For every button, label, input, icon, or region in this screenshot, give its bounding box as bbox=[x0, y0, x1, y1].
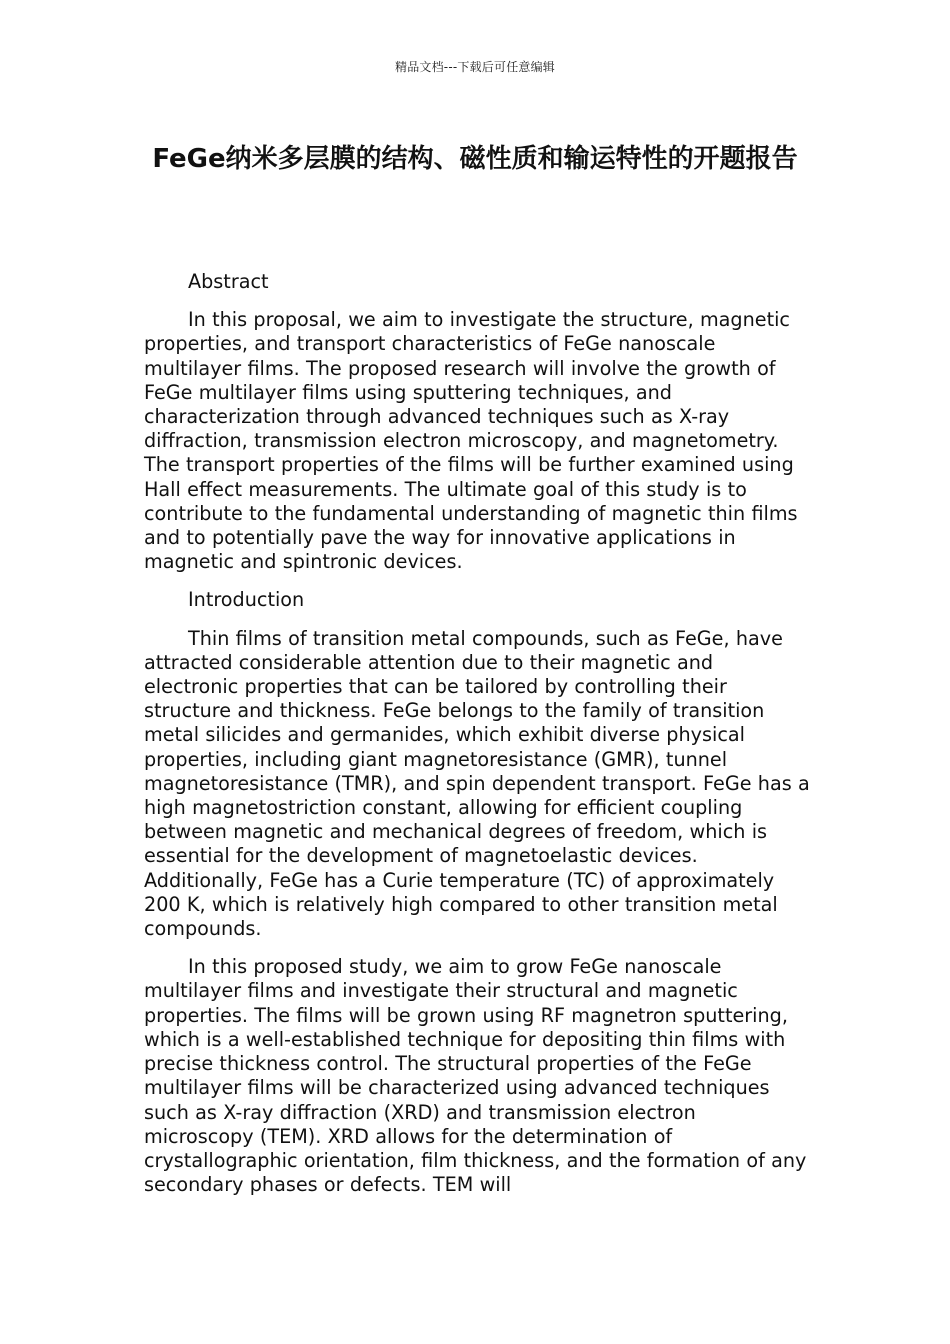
introduction-paragraph-2: In this proposed study, we aim to grow FeGe nanoscale multilayer films and investigate their structural and magnetic properties. The films will be grown using RF magnetron sputtering, which is a well-established technique for depositing thin films with precise thickness control. The structural properties of the FeGe multilayer films will be characterized using advanced techniques such as X-ray diffraction (XRD) and transmission electron microscopy (TEM). XRD allows for the determination of crystallographic orientation, film thickness, and the formation of any secondary phases or defects. TEM will bbox=[144, 955, 807, 1197]
page-header: 精品文档---下载后可任意编辑 bbox=[395, 60, 555, 74]
document-title: FeGe纳米多层膜的结构、磁性质和输运特性的开题报告 bbox=[152, 144, 798, 174]
document-body bbox=[144, 270, 810, 1211]
abstract-paragraph: In this proposal, we aim to investigate the structure, magnetic properties, and transport characteristics of FeGe nanoscale multilayer films. The proposed research will involve the growth of FeGe multilayer films using sputtering techniques, and characterization through advanced techniques such as X-ray diffraction, transmission electron microscopy, and magnetometry. The transport properties of the films will be further examined using Hall effect measurements. The ultimate goal of this study is to contribute to the fundamental understanding of magnetic thin films and to potentially pave the way for innovative applications in magnetic and spintronic devices. bbox=[144, 308, 798, 574]
section-heading-introduction: Introduction bbox=[188, 588, 305, 612]
introduction-paragraph-1: Thin films of transition metal compounds, such as FeGe, have attracted considerable attention due to their magnetic and electronic properties that can be tailored by controlling their structure and thickness. FeGe belongs to the family of transition metal silicides and germanides, which exhibit diverse physical properties, including giant magnetoresistance (GMR), tunnel magnetoresistance (TMR), and spin dependent transport. FeGe has a high magnetostriction constant, allowing for efficient coupling between magnetic and mechanical degrees of freedom, which is essential for the development of magnetoelastic devices. Additionally, FeGe has a Curie temperature (TC) of approximately 200 K, which is relatively high compared to other transition metal compounds. bbox=[144, 626, 810, 941]
section-heading-abstract: Abstract bbox=[188, 270, 269, 293]
